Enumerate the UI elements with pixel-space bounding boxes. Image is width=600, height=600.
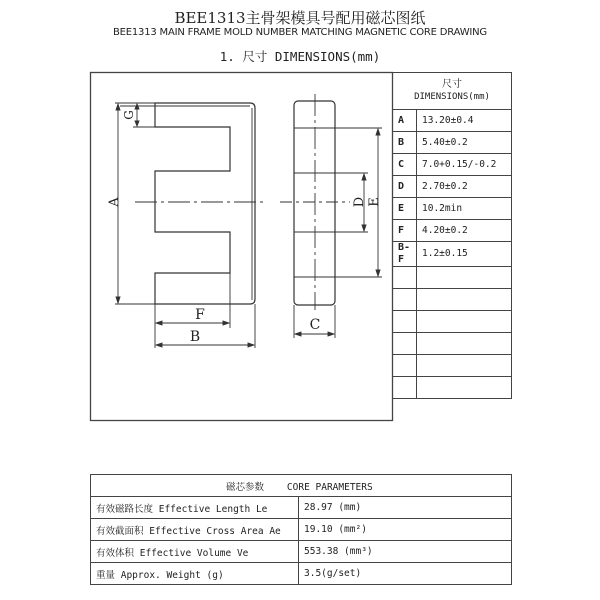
- table-row: [393, 198, 512, 220]
- param-label: 有效磁路长度 Effective Length Le: [91, 497, 299, 519]
- dim-value: 4.20±0.2: [417, 220, 512, 242]
- dimension-b: [156, 304, 255, 348]
- dimensions-header-en: DIMENSIONS(mm): [414, 92, 490, 102]
- drawing-frame: [91, 73, 393, 421]
- dim-key: C: [393, 154, 417, 176]
- table-row: [393, 377, 512, 399]
- dimensions-table-header: [393, 73, 512, 110]
- dim-key: [393, 355, 417, 377]
- dim-value: [417, 267, 512, 289]
- label-g: G: [122, 110, 136, 120]
- param-value: 3.5(g/set): [299, 563, 512, 585]
- dim-value: 5.40±0.2: [417, 132, 512, 154]
- drawing-title-en: BEE1313 MAIN FRAME MOLD NUMBER MATCHING MAGNETIC CORE DRAWING: [113, 27, 487, 38]
- table-row: [393, 176, 512, 198]
- param-label: 有效体积 Effective Volume Ve: [91, 541, 299, 563]
- table-row: [91, 519, 512, 541]
- dim-key: B: [393, 132, 417, 154]
- table-row: [393, 311, 512, 333]
- dim-value: [417, 377, 512, 399]
- dim-value: 1.2±0.15: [417, 242, 512, 267]
- dim-key: [393, 267, 417, 289]
- dim-value: [417, 355, 512, 377]
- table-row: [91, 541, 512, 563]
- table-row: [393, 154, 512, 176]
- table-row: [393, 267, 512, 289]
- param-label: 重量 Approx. Weight (g): [91, 563, 299, 585]
- dim-value: 2.70±0.2: [417, 176, 512, 198]
- dim-value: 7.0+0.15/-0.2: [417, 154, 512, 176]
- table-row: [393, 242, 512, 267]
- label-e: E: [367, 197, 382, 207]
- core-params-header-cn: 磁芯参数: [226, 481, 265, 493]
- table-row: [393, 333, 512, 355]
- dim-value: 13.20±0.4: [417, 110, 512, 132]
- table-row: [91, 563, 512, 585]
- table-row: [393, 110, 512, 132]
- dim-key: [393, 289, 417, 311]
- label-a: A: [107, 197, 122, 207]
- dim-key: [393, 377, 417, 399]
- core-parameters-table: [90, 474, 512, 585]
- table-row: [393, 355, 512, 377]
- dim-value: [417, 333, 512, 355]
- table-row: [393, 220, 512, 242]
- drawing-title-cn: BEE1313主骨架模具号配用磁芯图纸: [174, 9, 426, 27]
- dimensions-header-cn: 尺寸: [442, 79, 462, 90]
- dimension-g: [133, 104, 155, 127]
- dim-key: [393, 333, 417, 355]
- dim-value: [417, 311, 512, 333]
- table-row: [393, 289, 512, 311]
- dim-key: B-F: [393, 242, 417, 267]
- dim-key: D: [393, 176, 417, 198]
- section-title: 1. 尺寸 DIMENSIONS(mm): [219, 49, 381, 64]
- label-c: C: [309, 317, 321, 333]
- table-row: [91, 497, 512, 519]
- dim-key: A: [393, 110, 417, 132]
- table-row: [393, 132, 512, 154]
- dim-key: F: [393, 220, 417, 242]
- e-core-side-view: [294, 101, 335, 305]
- dim-key: E: [393, 198, 417, 220]
- param-label: 有效截面积 Effective Cross Area Ae: [91, 519, 299, 541]
- label-d: D: [352, 196, 367, 208]
- param-value: 19.10 (mm²): [299, 519, 512, 541]
- e-core-front-view: [120, 103, 255, 304]
- label-f: F: [195, 307, 205, 323]
- dimensions-table: [392, 72, 512, 399]
- param-value: 553.38 (mm³): [299, 541, 512, 563]
- dim-value: 10.2min: [417, 198, 512, 220]
- core-params-header-en: CORE PARAMETERS: [286, 481, 373, 493]
- label-b: B: [189, 329, 201, 345]
- param-value: 28.97 (mm): [299, 497, 512, 519]
- core-parameters-header: [91, 475, 512, 497]
- dim-key: [393, 311, 417, 333]
- dim-value: [417, 289, 512, 311]
